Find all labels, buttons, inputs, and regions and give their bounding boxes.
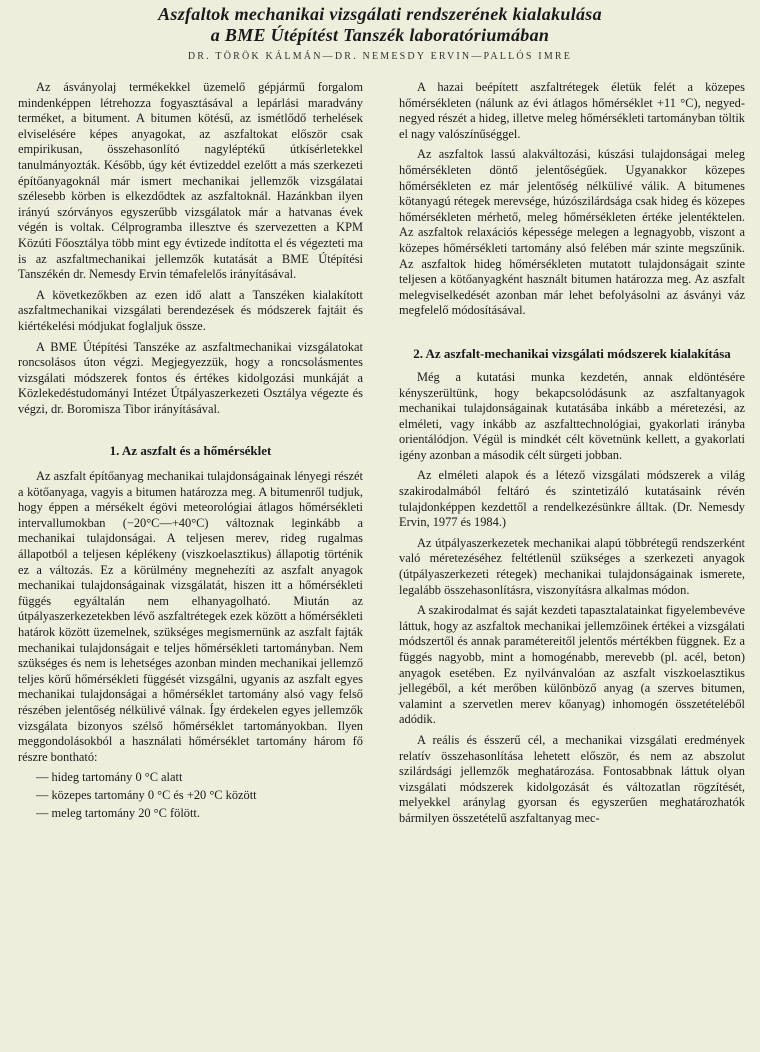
paragraph: A következőkben az ezen idő alatt a Tanszéken kialakított aszfaltmechanikai vizsgálati berendezések és módszerek fajtáit és kiértékelési módjukat foglaljuk össze.	[18, 287, 363, 333]
title-line-1: Aszfaltok mechanikai vizsgálati rendszerének kialakulása	[158, 4, 602, 24]
paragraph: Az aszfalt építőanyag mechanikai tulajdonságainak lényegi részét a kötőanyaga, vagyis a bitumen határozza meg. A bitumenről tudjuk, hogy éppen a mérsékelt égövi meteorológiai átlagos hőmérsékleti intervallumokban (−20°C—+40°C) változnak leginkább a mechanikai tulajdonságai. A teljesen merev, rideg rugalmas állapotból a teljesen képlékeny (viszkoelasztikus) állapotig történik ez a változás. Ez a körülmény megnehezíti az aszfalt anyagok mechanikai tulajdonságainak vizsgálatát, hiszen itt a hőmérsékleti függés egyáltalán nem elhanyagolható. Miután az útpályaszerkezetekben lévő aszfaltrétegek ezek között a hőmérsékleti határok között üzemelnek, szükséges megismernünk az aszfalt fajták mechanikai tulajdonságait e teljes hőmérsékleti tartományban. Nem szükséges és nem is lehetséges azonban minden mechanikai jellemző teljes körű hőmérsékleti függését vizsgálni, ugyanis az aszfalt egyes mechanikai tulajdonságai a hőmérséklet tartomány alsó vagy felső részében jelentőség nélkülivé válnak. Így érdekelen egyes jellemzők vizsgálata bizonyos szélső hőmérséklet tartományokban. Ilyen meggondolásokból a használati hőmérséklet tartomány három fő részre bontható:	[18, 469, 363, 764]
paragraph: A hazai beépített aszfaltrétegek életük felét a közepes hőmérsékleten (nálunk az évi átlagos hőmérséklet +11 °C), negyed-negyed részét a hideg, illetve meleg hőmérsékleti tartományban töltik el nagy valószínűséggel.	[399, 80, 745, 141]
paragraph: Még a kutatási munka kezdetén, annak eldöntésére kényszerültünk, hogy bekapcsolódásunk az aszfaltanyagok mechanikai tulajdonságainak kutatásába inkább a méretezési, az elméleti, vagy inkább az aszfalttechnológiai, gyakorlati irányba orientálódjon. Végül is mindkét célt követnünk kellett, a gyakorlati igény azonban a második célt sürgeti jobban.	[399, 369, 745, 462]
right-column	[399, 80, 745, 832]
article-title	[0, 4, 760, 46]
authors-line: DR. TÖRÖK KÁLMÁN—DR. NEMESDY ERVIN—PALLÓS IMRE	[187, 51, 573, 62]
list-item: — közepes tartomány 0 °C és +20 °C között	[36, 787, 257, 802]
title-line-2: a BME Útépítést Tanszék laboratóriumában	[210, 25, 550, 45]
paragraph: Az ásványolaj termékekkel üzemelő gépjármű forgalom mindenképpen létrehozza fogyasztásával a lepárlási maradvány terméket, a bitument. A bitumen kötésű, az ismétlődő terhelések elviselésére képes anyagokat, az aszfaltokat először csak empirikusan, összehasonlító nagyléptékű útkísérletekkel tanulmányozták. Később, úgy két évtizeddel ezelőtt a más szerkezeti építőanyagoknál már ismert mechanikai jellemzők vizsgálatai szélesebb körben is elkezdődtek az aszfaltoknál. Hazánkban ilyen irányú szórványos egyszerűbb vizsgálatok már a hatvanas évek végén is voltak. Célprogramba illesztve és szervezetten a KPM Közúti Főosztálya több mint egy évtizede indította el és végezteti ma is az aszfaltmechanikai jellemzők kutatását a BME Útépítési Tanszékén dr. Nemesdy Ervin témafelelős irányításával.	[18, 80, 363, 282]
section-heading-2: 2. Az aszfalt-mechanikai vizsgálati módszerek kialakítása	[413, 345, 731, 361]
list-item: — meleg tartomány 20 °C fölött.	[36, 805, 200, 820]
paragraph: Az útpályaszerkezetek mechanikai alapú többrétegű rendszerként való méretezéséhez feltétlenül szükséges a szerkezeti anyagok (útpályaszerkezeti rétegek) mechanikai tulajdonságainak ismerete, legalább összehasonlításra, viszonyításra alkalmas módon.	[399, 535, 745, 597]
paragraph: Az elméleti alapok és a létező vizsgálati módszerek a világ szakirodalmából feltáró és szintetizáló kutatásaink révén tulajdonképpen kezdettől a rendelkezésünkre álltak. (Dr. Nemesdy Ervin, 1977 és 1984.)	[399, 468, 745, 530]
left-column	[18, 80, 363, 823]
paragraph: A reális és ésszerű cél, a mechanikai vizsgálati eredmények relatív összehasonlítása lehetett először, és nem az abszolut szilárdsági jellemzők meghatározása. Fontosabbnak láttuk olyan vizsgálati módszerek kidolgozását és változatlan rögzítését, melyekkel aránylag gyorsan és egyszerűen meghatározhatók bármilyen összetételű aszfaltanyag mec-	[399, 732, 745, 825]
section-heading-1: 1. Az aszfalt és a hőmérséklet	[109, 443, 272, 459]
paragraph: Az aszfaltok lassú alakváltozási, kúszási tulajdonságai meleg hőmérsékleten döntő jelentőségűek. Ugyanakkor közepes hőmérsékleten ez már jelentőség nélkülivé válik. A bitumenes kötanyagú rétegek merevsége, húzószilárdsága csak hideg és közepes hőmérsékleten mérhető, meleg hőmérsékleten értéke jelentéktelen. Az aszfaltok relaxációs képessége melegen a legnagyobb, viszont a közepes hőmérsékleti tartomány alsó felében már szinte megszűnik. Az aszfaltok hideg hőmérsékleten mutatott tulajdonságait szinte teljesen a kötőanyagként használt bitumen határozza meg. Az aszfalt melegviselkedését azonban már lehet befolyásolni az ásványi váz megfelelő módosításával.	[399, 147, 745, 318]
list-item: — hideg tartomány 0 °C alatt	[36, 770, 183, 785]
paragraph: A BME Útépítési Tanszéke az aszfaltmechanikai vizsgálatokat roncsolásos úton végzi. Megjegyezzük, hogy a roncsolásmentes vizsgálati módszerek fontos és értékes kidolgozási munkáját a Közlekedéstudományi Intézet Útpályaszerkezeti Osztálya végezte és végzi, dr. Boromisza Tibor irányításával.	[18, 339, 363, 416]
paragraph: A szakirodalmat és saját kezdeti tapasztalatainkat figyelembevéve láttuk, hogy az aszfaltok mechanikai jellemzőinek értékei a vizsgálati módszertől és annak paramétereitől jelentős mértékben függnek. Ez a függés nagyobb, mint a homogénabb, merevebb (pl. acél, beton) anyagok esetében. Ez nyilvánvalóan az aszfalt viszkoelasztikus jellegéből, a két merőben különböző anyag (a szerves bitumen, valamint a szervetlen merev kőanyag) inhomogén összetételéből adódik.	[399, 603, 745, 727]
